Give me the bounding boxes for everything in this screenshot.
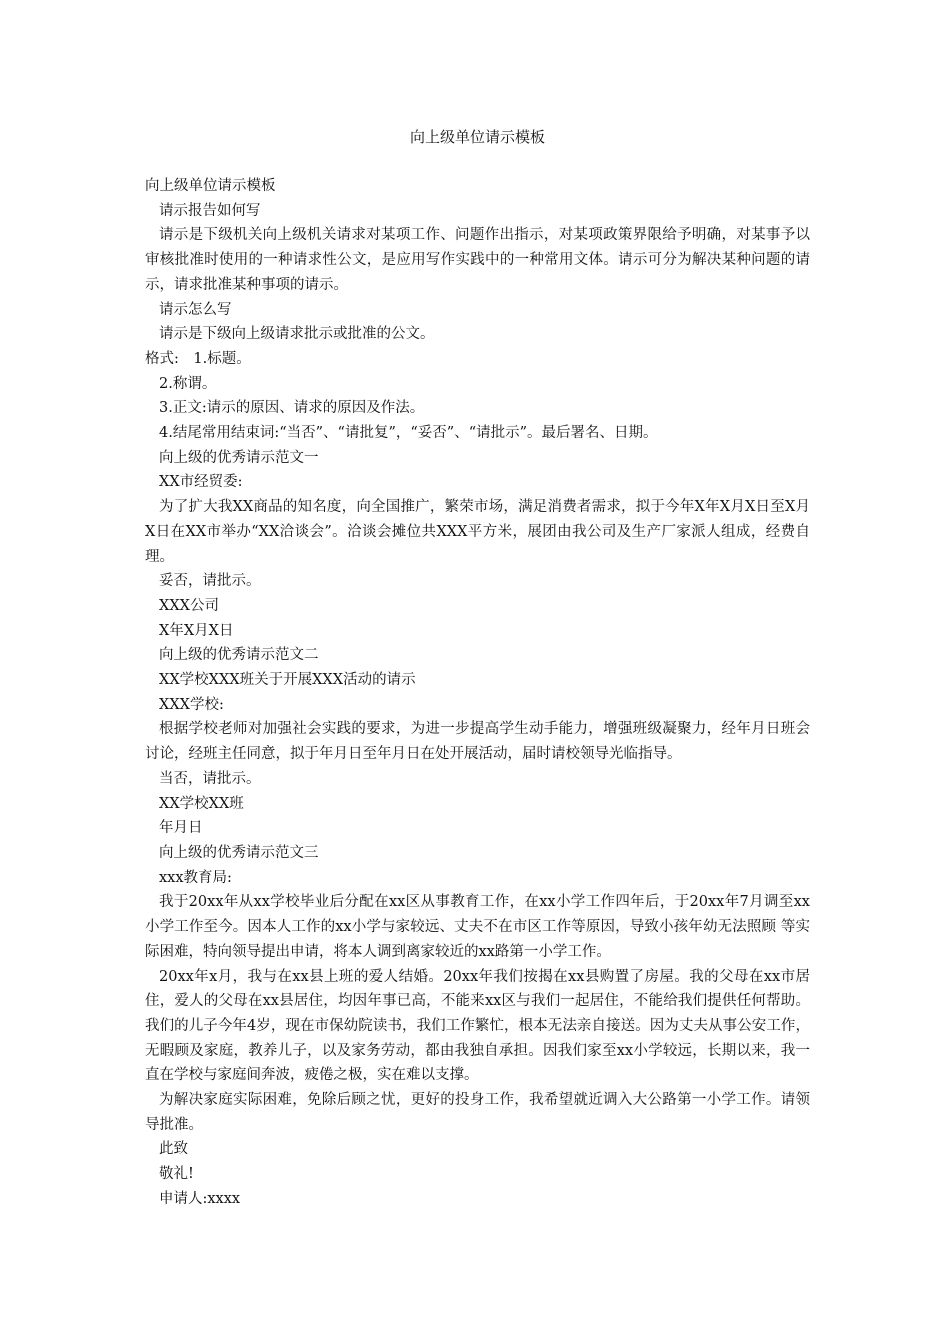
format-item-body: 3.正文:请示的原因、请求的原因及作法。 [159,400,425,417]
example-two-addressee: XXX学校: [159,696,224,713]
paragraph-summary: 请示是下级向上级请求批示或批准的公文。 [159,326,435,343]
example-one-heading: 向上级的优秀请示范文一 [159,449,319,466]
example-three-closing-2: 敬礼! [159,1166,194,1183]
example-three-heading: 向上级的优秀请示范文三 [159,844,319,861]
document-title: 向上级单位请示模板 [409,128,545,146]
document-body [145,174,810,1212]
paragraph-definition: 请示是下级机关向上级机关请求对某项工作、问题作出指示，对某项政策界限给予明确，对某事予以审核批准时使用的一种请求性公文，是应用写作实践中的一种常用文体。请示可分为解决某种问题的请示，请求批准某种事项的请示。 [145,227,810,293]
example-one-date: X年X月X日 [159,622,234,639]
example-one-body: 为了扩大我XX商品的知名度，向全国推广，繁荣市场，满足消费者需求，拟于今年X年X月X日至X月X日在XX市举办“XX洽谈会”。洽谈会摊位共XXX平方米，展团由我公司及生产厂家派人组成，经费自理。 [145,499,810,565]
example-two-title: XX学校XXX班关于开展XXX活动的请示 [159,672,416,689]
example-three-body-3: 为解决家庭实际困难，免除后顾之忧，更好的投身工作，我希望就近调入大公路第一小学工作。请领导批准。 [145,1092,810,1133]
example-three-addressee: xxx教育局: [159,869,232,886]
example-three-body-2: 20xx年x月，我与在xx县上班的爱人结婚。20xx年我们按揭在xx县购置了房屋。我的父母在xx市居住，爱人的父母在xx县居住，均因年事已高，不能来xx区与我们一起居住，不能给我们提供任何帮助。我们的儿子今年4岁，现在市保幼院读书，我们工作繁忙，根本无法亲自接送。因为丈夫从事公安工作，无暇顾及家庭，教养儿子，以及家务劳动，都由我独自承担。因我们家至xx小学较远，长期以来，我一直在学校与家庭间奔波，疲倦之极，实在难以支撑。 [145,968,810,1084]
example-one-closing: 妥否，请批示。 [159,573,261,590]
format-item-ending: 4.结尾常用结束词:“当否”、“请批复”，“妥否”、“请批示”。最后署名、日期。 [159,425,658,442]
example-one-signature: XXX公司 [159,597,219,614]
example-two-body: 根据学校老师对加强社会实践的要求，为进一步提高学生动手能力，增强班级凝聚力，经年月日班会讨论，经班主任同意，拟于年月日至年月日在处开展活动，届时请校领导光临指导。 [145,721,810,763]
format-item-title: 格式: 1.标题。 [145,350,251,367]
doc-heading: 向上级单位请示模板 [145,178,276,194]
example-two-date: 年月日 [159,820,203,837]
section-heading-how-to-write-report: 请示报告如何写 [159,202,261,219]
document-page [145,0,810,1344]
example-one-addressee: XX市经贸委: [159,474,243,491]
example-three-closing-1: 此致 [159,1141,188,1158]
example-three-signature: 申请人:xxxx [159,1190,241,1207]
section-heading-how-to-write: 请示怎么写 [159,301,232,318]
example-two-closing: 当否，请批示。 [159,770,261,787]
format-item-salutation: 2.称谓。 [159,375,217,392]
example-two-heading: 向上级的优秀请示范文二 [159,647,319,664]
example-two-signature: XX学校XX班 [159,795,244,812]
example-three-body-1: 我于20xx年从xx学校毕业后分配在xx区从事教育工作，在xx小学工作四年后，于20xx年7月调至xx小学工作至今。因本人工作的xx小学与家较远、丈夫不在市区工作等原因，导致小孩年幼无法照顾 等实际困难，特向领导提出申请，将本人调到离家较近的xx路第一小学工作。 [145,894,810,960]
